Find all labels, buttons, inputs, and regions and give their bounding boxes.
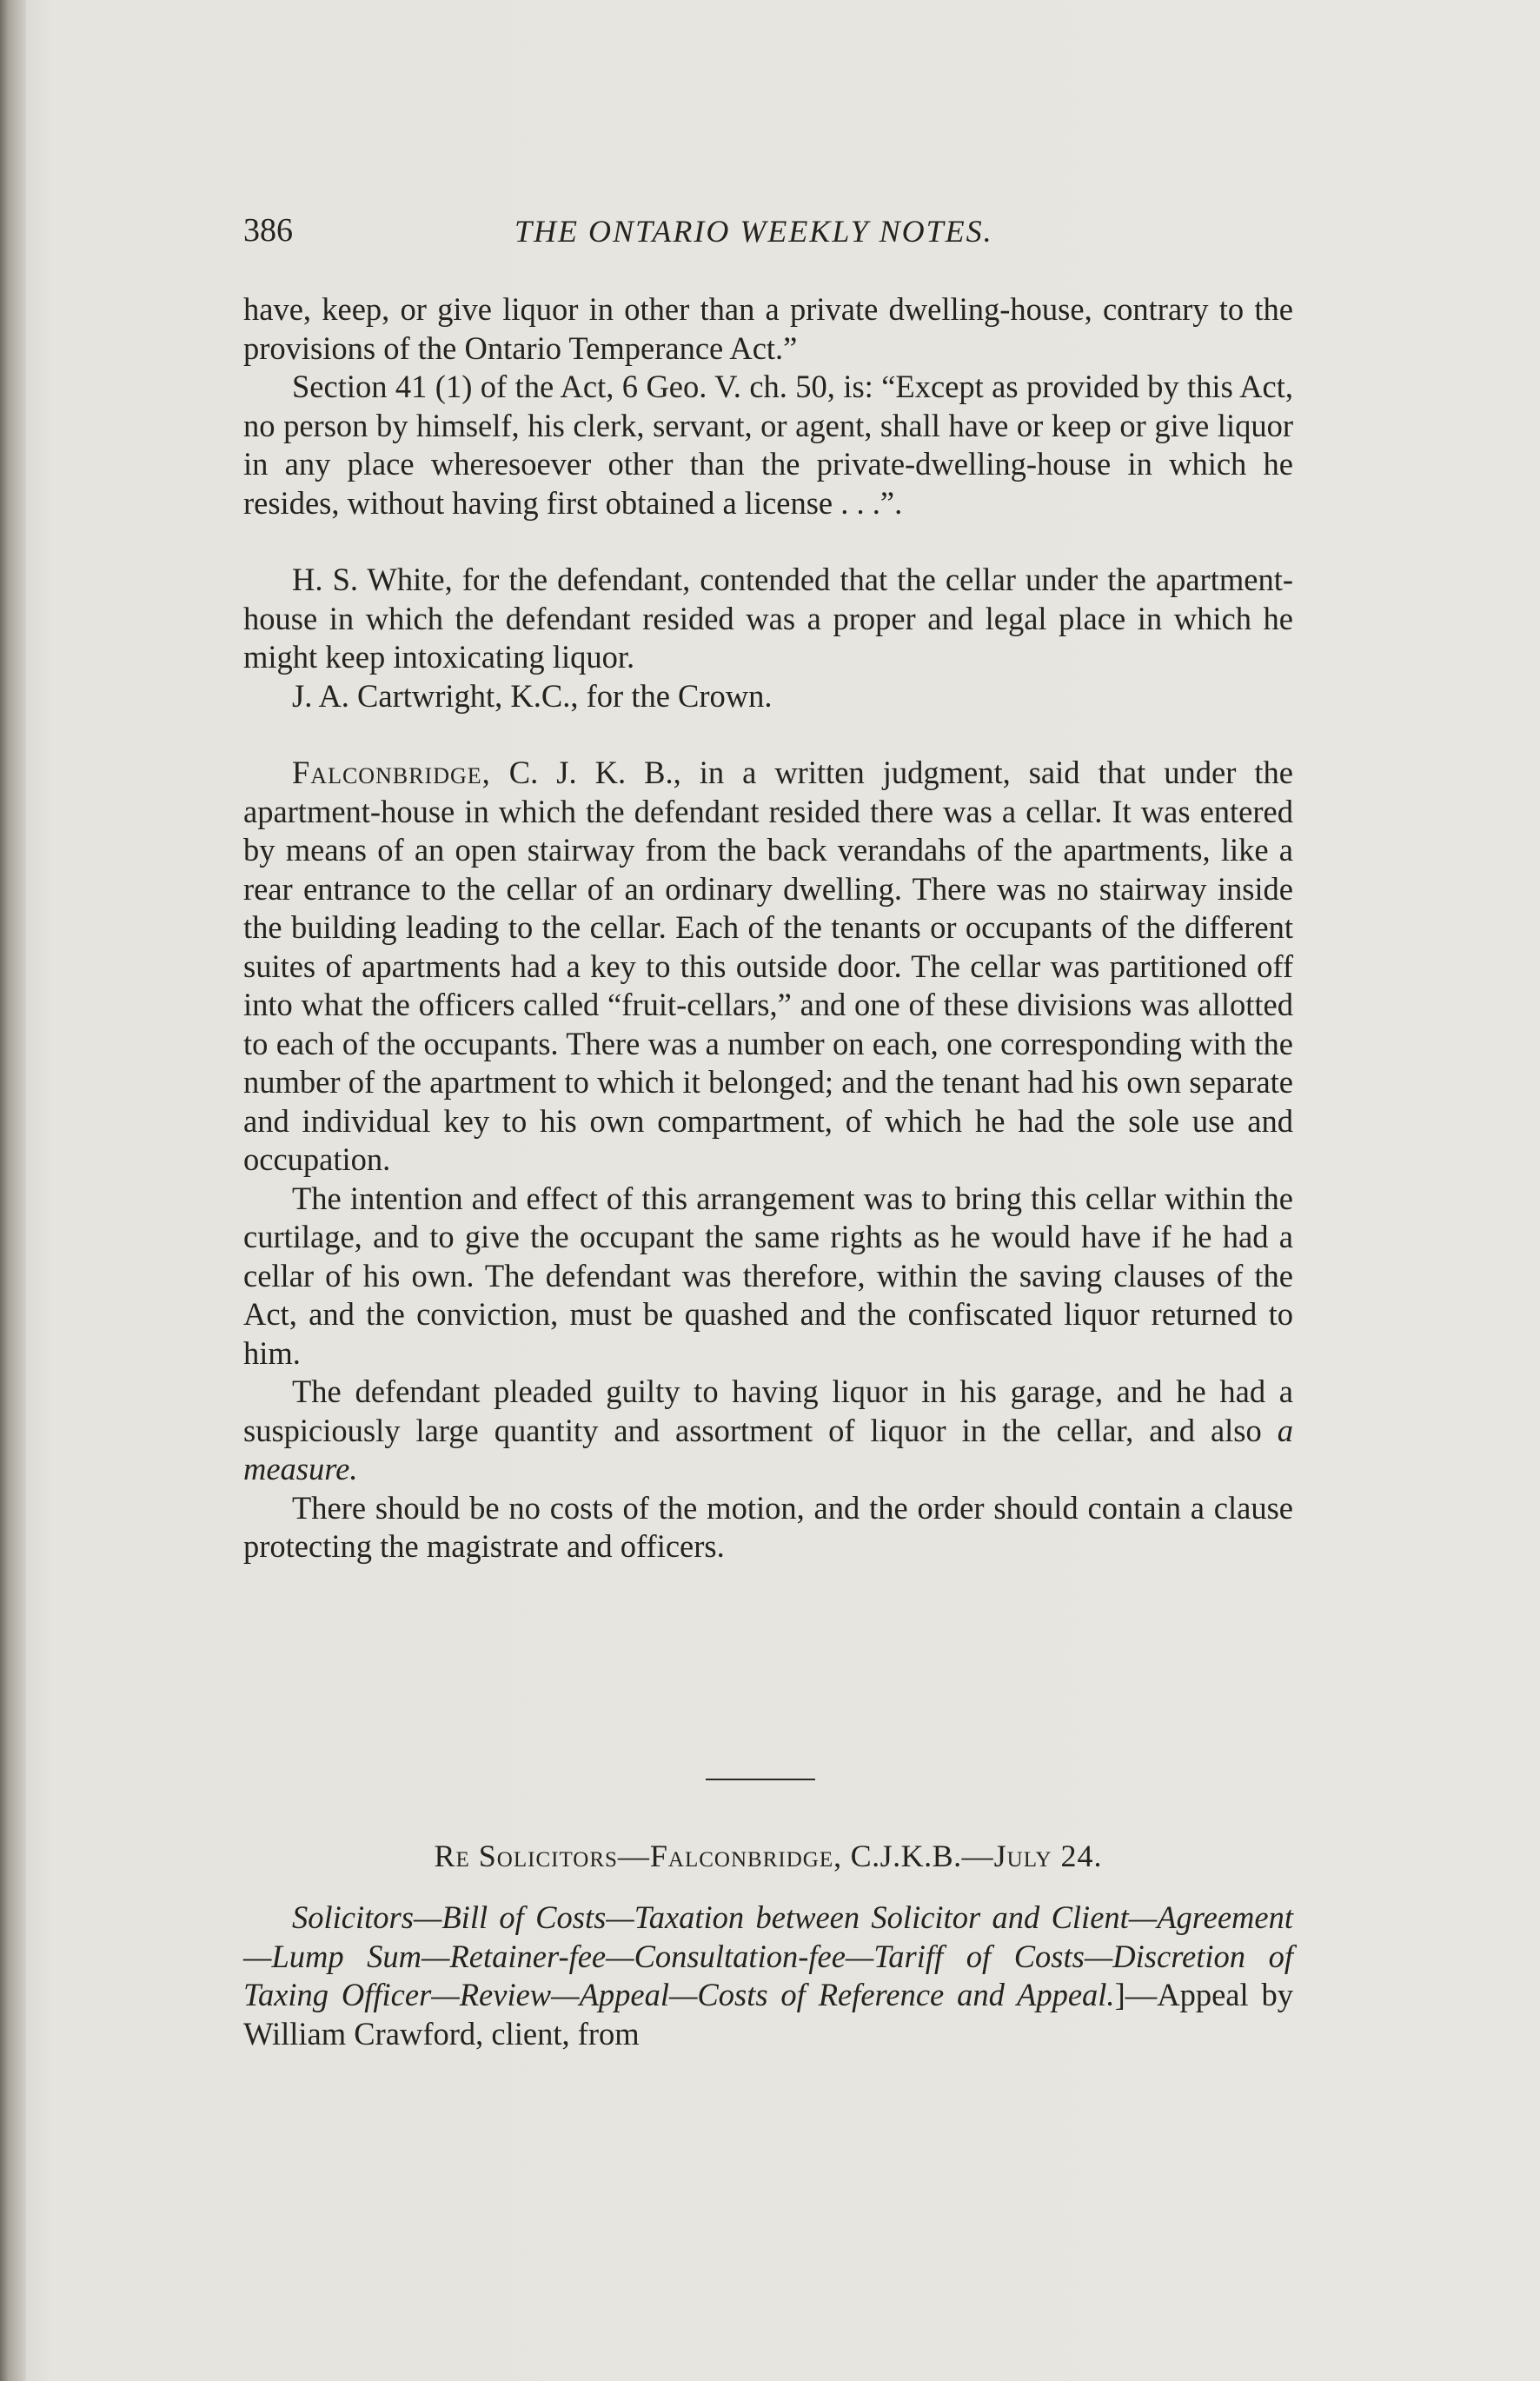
headnote-paragraph	[243, 1899, 1293, 2053]
page-number: 386	[243, 212, 293, 249]
book-spine-shadow	[0, 0, 26, 2381]
paragraph-counsel-crown: J. A. Cartwright, K.C., for the Crown.	[292, 677, 773, 714]
paragraph-costs: There should be no costs of the motion, and the order should contain a clause protecting the magistrate and officers.	[243, 1489, 1293, 1564]
guilty-plea-text: The defendant pleaded guilty to having liquor in his garage, and he had a suspiciously large quantity and assortment of liquor in the cellar, and also	[243, 1373, 1293, 1448]
running-title: THE ONTARIO WEEKLY NOTES.	[514, 214, 993, 249]
section-divider	[706, 1779, 815, 1780]
case-title-judge: —Falconbridge,	[617, 1839, 843, 1873]
judgment-text: C. J. K. B., in a written judgment, said that under the apartment-house in which the defendant resided there was a cellar. It was entered by means of an open stairway from the back verandahs of the apartments, like a rear entrance to the cellar of an ordinary dwelling. There was no stairway inside the building leading to the cellar. Each of the tenants or occupants of the different suites of apartments had a key to this outside door. The cellar was partitioned off into what the officers called “fruit-cellars,” and one of these divisions was allotted to each of the occupants. There was a number on each, one corresponding with the number of the apartment to which it belonged; and the tenant had his own separate and individual key to his own compartment, of which he had the sole use and occupation.	[243, 755, 1293, 1177]
paragraph-guilty-plea	[243, 1373, 1293, 1489]
case-headnote	[243, 1899, 1293, 2053]
body-text	[243, 290, 1293, 1566]
case-title-cjkb: C.J.K.B.	[842, 1839, 962, 1873]
paragraph-quote-end: have, keep, or give liquor in other than a private dwelling-house, contrary to the provisions of the Ontario Temperance Act.”	[243, 291, 1293, 366]
case-title	[243, 1838, 1293, 1874]
case-title-date: —July 24.	[961, 1839, 1103, 1873]
guilty-plea-italic: a measure.	[243, 1412, 1293, 1486]
judge-name: Falconbridge,	[292, 755, 491, 790]
case-title-re: Re Solicitors	[434, 1839, 618, 1873]
page-header	[243, 211, 1295, 263]
paragraph-section-41: Section 41 (1) of the Act, 6 Geo. V. ch. 50, is: “Except as provided by this Act, no person by himself, his clerk, servant, or agent, shall have or keep or give liquor in any place wheresoever other than the private-dwelling-house in which he resides, without having first obtained a license . . .”.	[243, 369, 1293, 521]
paragraph-counsel-defendant: H. S. White, for the defendant, contended that the cellar under the apartment-house in which the defendant resided was a proper and legal place in which he might keep intoxicating liquor.	[243, 562, 1293, 675]
paragraph-judgment	[243, 754, 1293, 1180]
headnote-text: ]—Appeal by William Crawford, client, from	[243, 1977, 1293, 2052]
paragraph-intention: The intention and effect of this arrangement was to bring this cellar within the curtilage, and to give the occupant the same rights as he would have if he had a cellar of his own. The defendant was therefore, within the saving clauses of the Act, and the conviction, must be quashed and the confiscated liquor returned to him.	[243, 1180, 1293, 1371]
headnote-italic: Solicitors—Bill of Costs—Taxation between Solicitor and Client—Agreement—Lump Sum—Retainer-fee—Consultation-fee—Tariff of Costs—Discretion of Taxing Officer—Review—Appeal—Costs of Reference and Appeal.	[243, 1899, 1293, 2012]
